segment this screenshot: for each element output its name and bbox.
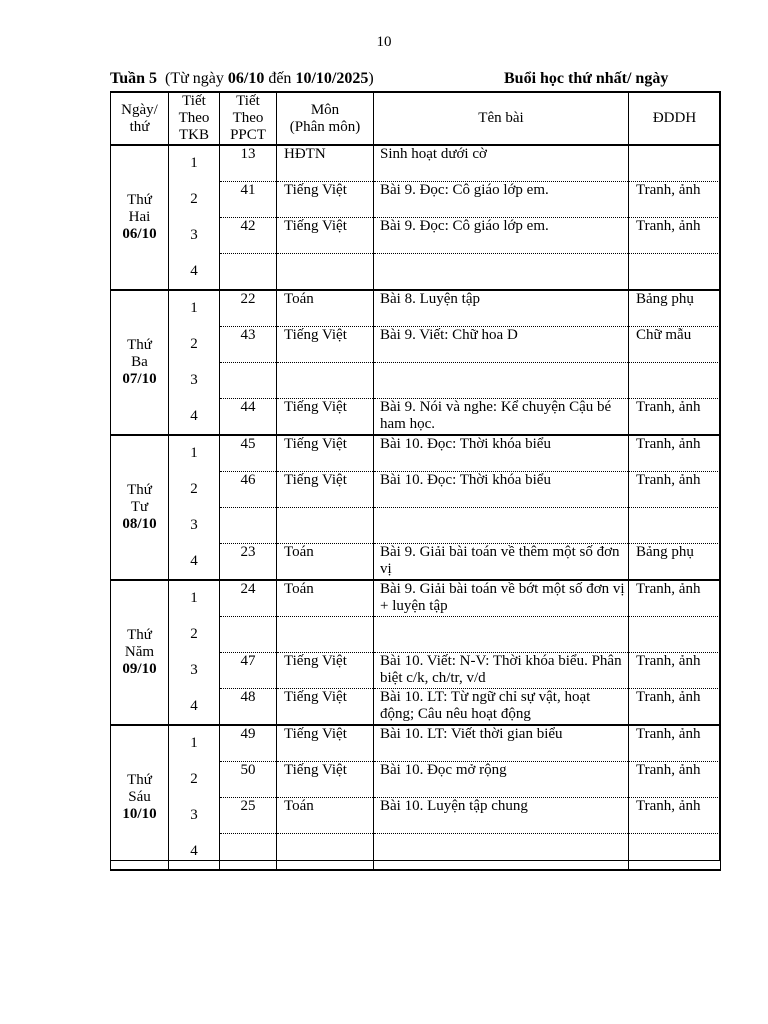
- day-word: Thứ: [127, 772, 152, 788]
- period-subject: Tiếng Việt: [277, 653, 374, 689]
- header-row: [111, 92, 721, 145]
- period-subject: Toán: [277, 290, 374, 327]
- table-row: [111, 508, 721, 544]
- period-equipment: Tranh, ảnh: [629, 435, 721, 472]
- schedule-table: [110, 91, 721, 871]
- start-date: 06/10: [227, 70, 265, 87]
- week-title: [110, 70, 374, 88]
- period-equipment: Tranh, ảnh: [629, 580, 721, 617]
- table-row: [111, 689, 721, 726]
- period-lesson: [374, 363, 629, 399]
- day-name: Tư: [130, 499, 149, 515]
- period-subject: Tiếng Việt: [277, 182, 374, 218]
- period-ppct: [220, 617, 277, 653]
- day-name: Năm: [124, 644, 155, 660]
- period-lesson: Sinh hoạt dưới cờ: [374, 145, 629, 182]
- day-name: Sáu: [128, 789, 151, 805]
- table-row: [111, 399, 721, 436]
- period-subject: Tiếng Việt: [277, 218, 374, 254]
- period-tkb: 2: [169, 182, 220, 218]
- period-subject: Tiếng Việt: [277, 725, 374, 762]
- page-number: 10: [376, 34, 392, 50]
- session-label: Buổi học thứ nhất/ ngày: [504, 70, 669, 87]
- period-lesson: Bài 10. Đọc mở rộng: [374, 762, 629, 798]
- period-ppct: 22: [220, 290, 277, 327]
- period-subject: Toán: [277, 544, 374, 581]
- period-equipment: Tranh, ảnh: [629, 725, 721, 762]
- week-label: Tuần 5: [110, 70, 157, 87]
- table-row: [111, 327, 721, 363]
- period-ppct: 43: [220, 327, 277, 363]
- period-equipment: Tranh, ảnh: [629, 182, 721, 218]
- period-subject: Toán: [277, 580, 374, 617]
- period-tkb: 1: [169, 290, 220, 327]
- period-ppct: 23: [220, 544, 277, 581]
- period-lesson: [374, 508, 629, 544]
- period-subject: [277, 834, 374, 871]
- period-tkb: 2: [169, 762, 220, 798]
- period-lesson: Bài 9. Viết: Chữ hoa D: [374, 327, 629, 363]
- period-lesson: Bài 10. LT: Từ ngữ chỉ sự vật, hoạt động; Câu nêu hoạt động: [374, 689, 629, 726]
- period-ppct: 25: [220, 798, 277, 834]
- day-cell: [111, 580, 169, 725]
- period-subject: [277, 363, 374, 399]
- table-row: [111, 617, 721, 653]
- table-row: [111, 762, 721, 798]
- table-row: [111, 435, 721, 472]
- day-cell: [111, 725, 169, 870]
- period-ppct: [220, 834, 277, 871]
- table-row: [111, 544, 721, 581]
- period-tkb: 3: [169, 508, 220, 544]
- period-tkb: 3: [169, 653, 220, 689]
- day-date: 10/10: [122, 806, 157, 822]
- period-equipment: [629, 617, 721, 653]
- period-ppct: 48: [220, 689, 277, 726]
- period-tkb: 4: [169, 689, 220, 726]
- col-tkb: Tiết Theo TKB: [169, 92, 220, 145]
- col-day: Ngày/ thứ: [111, 92, 169, 145]
- period-equipment: [629, 508, 721, 544]
- col-ppct: Tiết Theo PPCT: [220, 92, 277, 145]
- period-lesson: Bài 8. Luyện tập: [374, 290, 629, 327]
- period-equipment: Bảng phụ: [629, 544, 721, 581]
- period-tkb: 1: [169, 435, 220, 472]
- schedule-body: [111, 145, 721, 870]
- period-lesson: Bài 10. Đọc: Thời khóa biểu: [374, 472, 629, 508]
- period-subject: [277, 617, 374, 653]
- day-cell: [111, 145, 169, 290]
- day-date: 07/10: [122, 371, 157, 387]
- period-subject: [277, 508, 374, 544]
- period-tkb: 4: [169, 544, 220, 581]
- period-lesson: Bài 9. Giải bài toán về bớt một số đơn vị + luyện tập: [374, 580, 629, 617]
- period-ppct: 13: [220, 145, 277, 182]
- period-equipment: [629, 145, 721, 182]
- period-equipment: [629, 363, 721, 399]
- end-date: 10/10/2025: [295, 70, 369, 87]
- period-tkb: 3: [169, 798, 220, 834]
- period-ppct: [220, 508, 277, 544]
- period-ppct: 42: [220, 218, 277, 254]
- day-word: Thứ: [127, 482, 152, 498]
- period-subject: Tiếng Việt: [277, 399, 374, 436]
- period-ppct: 45: [220, 435, 277, 472]
- range-mid: đến: [268, 70, 292, 87]
- day-word: Thứ: [127, 337, 152, 353]
- period-equipment: Tranh, ảnh: [629, 798, 721, 834]
- period-tkb: 4: [169, 254, 220, 291]
- period-subject: Tiếng Việt: [277, 762, 374, 798]
- period-lesson: [374, 834, 629, 871]
- period-ppct: 44: [220, 399, 277, 436]
- period-equipment: Tranh, ảnh: [629, 472, 721, 508]
- period-equipment: Tranh, ảnh: [629, 762, 721, 798]
- day-date: 08/10: [122, 516, 157, 532]
- col-subject: Môn (Phân môn): [277, 92, 374, 145]
- period-lesson: Bài 9. Nói và nghe: Kể chuyện Cậu bé ham học.: [374, 399, 629, 436]
- table-row: [111, 145, 721, 182]
- period-tkb: 3: [169, 363, 220, 399]
- period-lesson: Bài 10. Viết: N-V: Thời khóa biểu. Phân biệt c/k, ch/tr, v/d: [374, 653, 629, 689]
- period-tkb: 2: [169, 327, 220, 363]
- period-lesson: Bài 9. Giải bài toán về thêm một số đơn vị: [374, 544, 629, 581]
- period-lesson: [374, 617, 629, 653]
- period-lesson: Bài 10. Đọc: Thời khóa biểu: [374, 435, 629, 472]
- period-lesson: Bài 10. LT: Viết thời gian biểu: [374, 725, 629, 762]
- period-tkb: 2: [169, 472, 220, 508]
- period-tkb: 2: [169, 617, 220, 653]
- period-lesson: Bài 9. Đọc: Cô giáo lớp em.: [374, 218, 629, 254]
- period-ppct: 41: [220, 182, 277, 218]
- period-tkb: 1: [169, 725, 220, 762]
- period-equipment: Tranh, ảnh: [629, 218, 721, 254]
- period-equipment: [629, 834, 721, 871]
- period-subject: Tiếng Việt: [277, 435, 374, 472]
- period-ppct: [220, 363, 277, 399]
- period-subject: Tiếng Việt: [277, 327, 374, 363]
- period-tkb: 3: [169, 218, 220, 254]
- period-ppct: 49: [220, 725, 277, 762]
- col-equipment: ĐDDH: [629, 92, 721, 145]
- period-ppct: 24: [220, 580, 277, 617]
- table-row: [111, 798, 721, 834]
- table-row: [111, 182, 721, 218]
- period-tkb: 1: [169, 145, 220, 182]
- period-equipment: Tranh, ảnh: [629, 653, 721, 689]
- day-word: Thứ: [127, 627, 152, 643]
- table-row: [111, 580, 721, 617]
- day-word: Thứ: [127, 192, 152, 208]
- period-ppct: 46: [220, 472, 277, 508]
- table-row: [111, 834, 721, 871]
- table-row: [111, 725, 721, 762]
- day-cell: [111, 290, 169, 435]
- period-equipment: Bảng phụ: [629, 290, 721, 327]
- period-equipment: Tranh, ảnh: [629, 689, 721, 726]
- day-name: Hai: [128, 209, 151, 225]
- table-row: [111, 290, 721, 327]
- table-row: [111, 653, 721, 689]
- day-date: 06/10: [122, 226, 157, 242]
- col-lesson: Tên bài: [374, 92, 629, 145]
- period-lesson: Bài 10. Luyện tập chung: [374, 798, 629, 834]
- period-equipment: [629, 254, 721, 291]
- period-subject: HĐTN: [277, 145, 374, 182]
- range-prefix: (Từ ngày: [165, 70, 224, 87]
- period-subject: Toán: [277, 798, 374, 834]
- day-date: 09/10: [122, 661, 157, 677]
- day-cell: [111, 435, 169, 580]
- period-equipment: Tranh, ảnh: [629, 399, 721, 436]
- period-subject: Tiếng Việt: [277, 689, 374, 726]
- period-tkb: 4: [169, 399, 220, 436]
- table-row: [111, 218, 721, 254]
- day-name: Ba: [131, 354, 148, 370]
- range-suffix: ): [368, 70, 374, 87]
- table-row: [111, 363, 721, 399]
- period-lesson: [374, 254, 629, 291]
- period-subject: Tiếng Việt: [277, 472, 374, 508]
- period-ppct: [220, 254, 277, 291]
- period-tkb: 1: [169, 580, 220, 617]
- period-tkb: 4: [169, 834, 220, 871]
- period-ppct: 47: [220, 653, 277, 689]
- period-subject: [277, 254, 374, 291]
- table-row: [111, 254, 721, 291]
- period-lesson: Bài 9. Đọc: Cô giáo lớp em.: [374, 182, 629, 218]
- period-ppct: 50: [220, 762, 277, 798]
- table-row: [111, 472, 721, 508]
- period-equipment: Chữ mẫu: [629, 327, 721, 363]
